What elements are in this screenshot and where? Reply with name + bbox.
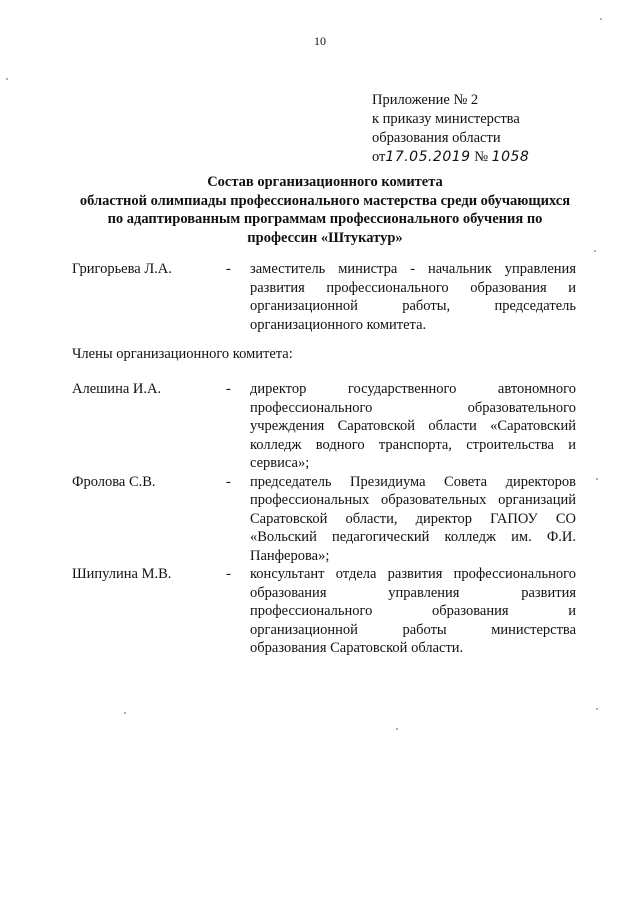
member-desc-line: профессиональных образовательных организаций <box>250 492 576 508</box>
member-desc-line: «Вольский педагогический колледж им. Ф.И. <box>250 529 576 545</box>
scan-speck <box>596 478 598 480</box>
member-desc-line: Панферова»; <box>250 547 330 564</box>
member-description <box>250 473 576 566</box>
member-desc-line: Саратовской области, директор ГАПОУ СО <box>250 510 576 527</box>
member-dash: - <box>226 381 231 397</box>
member-description <box>250 565 576 658</box>
chair-name: Григорьева Л.А. <box>72 261 172 277</box>
member-desc-line: председатель Президиума Совета директоров <box>250 473 576 490</box>
member-desc-line: организационной работы министерства <box>250 621 576 638</box>
title-line-4: профессин «Штукатур» <box>247 229 403 246</box>
appendix-ministry: образования области <box>372 130 501 146</box>
member-desc-line: колледж водного транспорта, строительства и <box>250 436 576 453</box>
member-desc-line: сервиса»; <box>250 455 310 471</box>
chair-desc-line: заместитель министра - начальник управления <box>250 261 576 277</box>
scan-speck <box>600 18 602 20</box>
member-desc-line: профессионального образовательного <box>250 399 576 416</box>
member-name: Алешина И.А. <box>72 381 162 397</box>
appendix-date-line <box>372 148 529 167</box>
member-dash: - <box>226 566 231 582</box>
member-desc-line: профессионального образования и <box>250 603 576 619</box>
member-desc-line: образования Саратовской области. <box>250 640 464 656</box>
scan-speck <box>396 728 398 730</box>
scan-speck <box>594 250 596 252</box>
title-line-1: Состав организационного комитета <box>207 174 443 190</box>
member-name: Фролова С.В. <box>72 473 156 490</box>
member-desc-line: образования управления развития <box>250 584 576 601</box>
page-number: 10 <box>314 34 326 48</box>
member-description <box>250 380 576 473</box>
scan-speck <box>596 708 598 710</box>
member-desc-line: директор государственного автономного <box>250 381 576 397</box>
date-prefix: от <box>372 149 386 165</box>
scan-speck <box>124 712 126 714</box>
chair-desc-line: развития профессионального образования и <box>250 279 576 296</box>
title-line-3: по адаптированным программам профессионального обучения по <box>107 211 543 227</box>
handwritten-order-number: 1058 <box>491 149 530 165</box>
chair-entry <box>72 260 576 334</box>
document-title <box>60 173 590 247</box>
chair-description <box>250 260 576 334</box>
handwritten-date: 17.05.2019 <box>385 149 471 165</box>
member-desc-line: учреждения Саратовской области «Саратовский <box>250 418 576 434</box>
appendix-title: Приложение № 2 <box>372 92 479 108</box>
member-desc-line: консультант отдела развития профессионального <box>250 566 576 582</box>
member-entry <box>72 380 576 473</box>
chair-desc-line: организационной работы, председатель <box>250 298 576 314</box>
member-dash: - <box>226 473 231 490</box>
appendix-header <box>372 91 529 167</box>
chair-dash: - <box>226 261 231 277</box>
member-entry <box>72 473 576 566</box>
members-list <box>72 380 576 658</box>
title-line-2: областной олимпиады профессионального мастерства среди обучающихся <box>79 192 571 209</box>
scan-speck <box>6 78 8 80</box>
chair-desc-line: организационного комитета. <box>250 316 427 333</box>
member-entry <box>72 565 576 658</box>
appendix-order-ref: к приказу министерства <box>372 111 520 127</box>
number-prefix: № <box>474 149 489 165</box>
members-heading: Члены организационного комитета: <box>72 346 293 362</box>
member-name: Шипулина М.В. <box>72 566 172 582</box>
